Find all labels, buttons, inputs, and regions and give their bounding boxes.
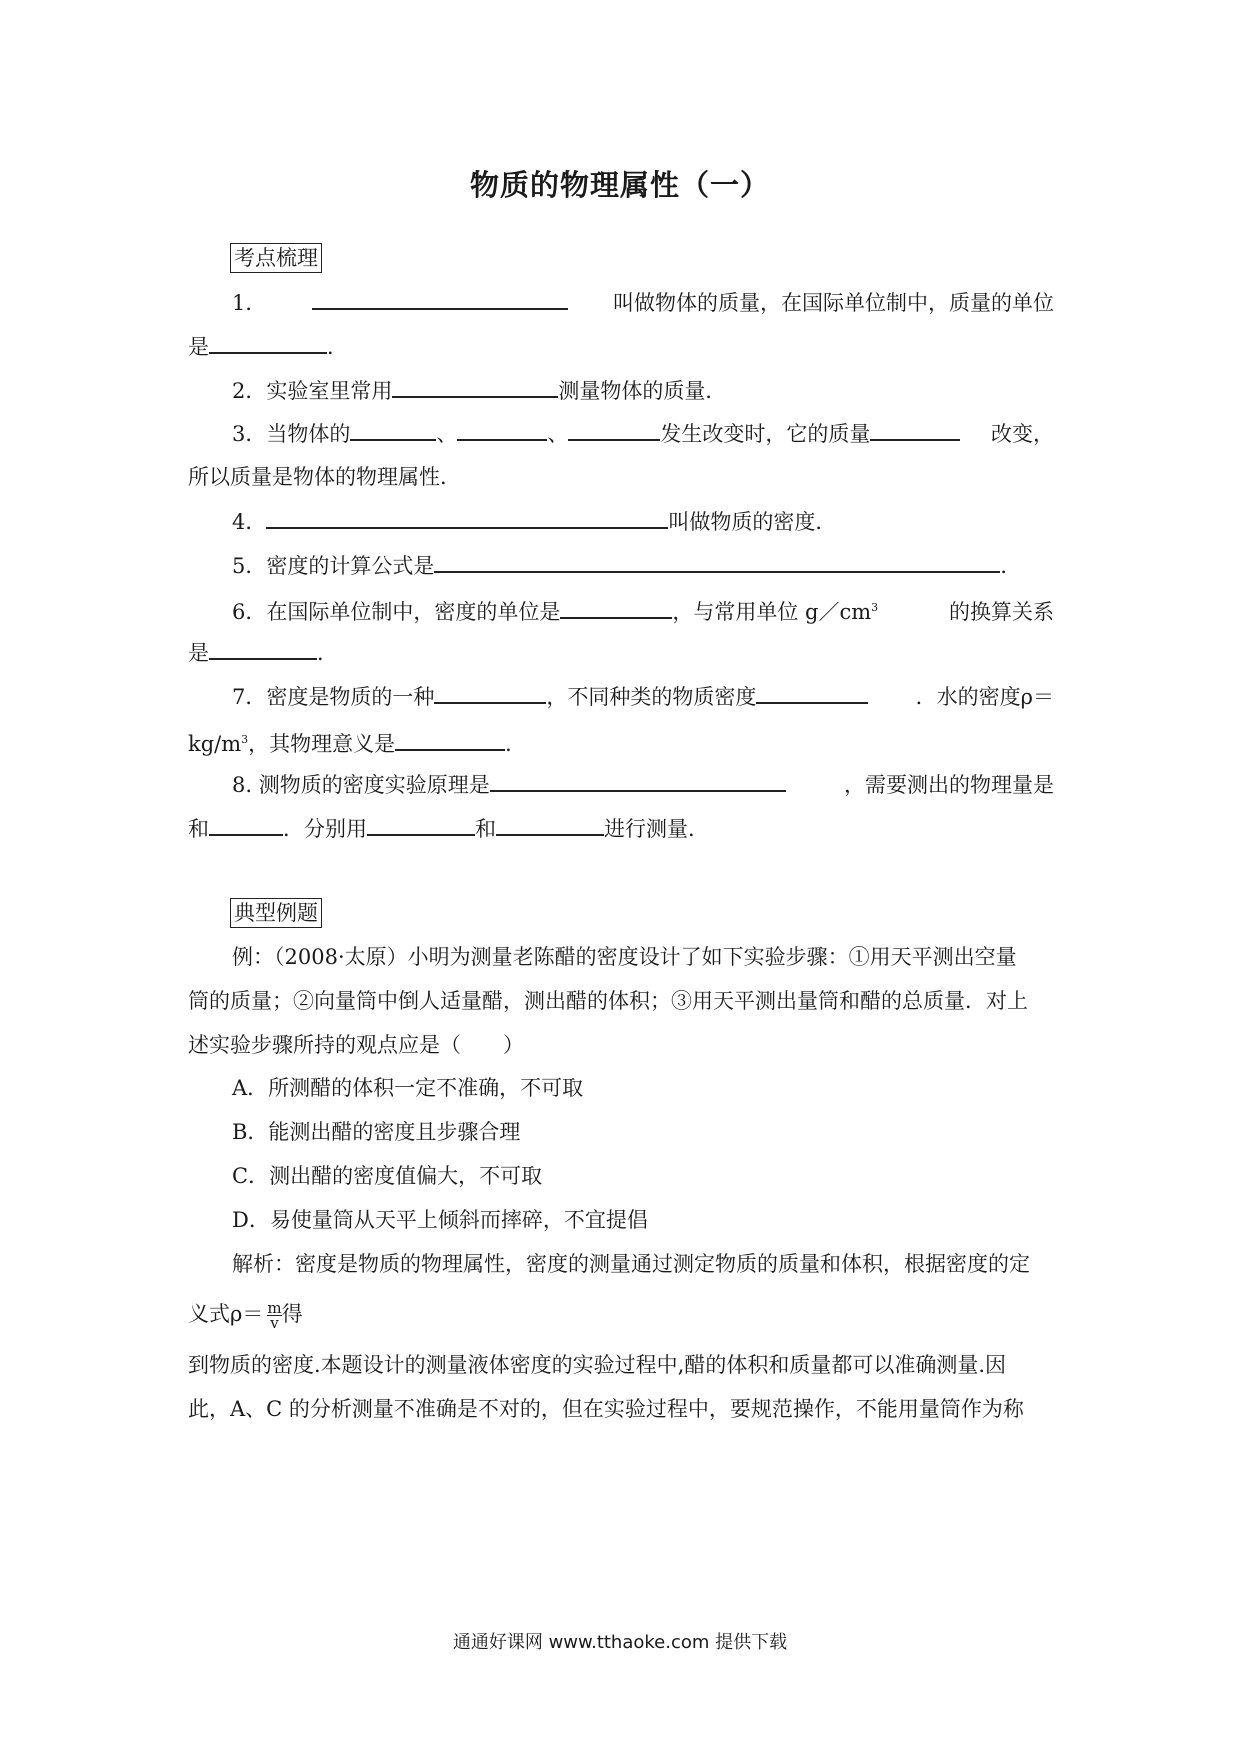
question-8-text-f: 进行测量． [604, 817, 709, 841]
question-8-text-c: 和 [188, 817, 209, 841]
question-3-text-b: 发生改变时，它的质量 [660, 422, 871, 446]
example-line-3: 述实验步骤所持的观点应是（ ） [188, 1033, 524, 1057]
section-heading-key-points: 考点梳理 [230, 243, 322, 273]
question-6-text-a: 6．在国际单位制中，密度的单位是 [232, 600, 561, 624]
question-6-line-1 [232, 594, 1054, 626]
superscript: 3 [871, 601, 879, 614]
question-3-line-2: 所以质量是物体的物理属性． [188, 465, 461, 489]
fraction-numerator: m [267, 1299, 282, 1317]
question-1-text-b: 是 [188, 335, 209, 359]
question-1-text: 叫做物体的质量，在国际单位制中，质量的单位 [613, 291, 1054, 315]
question-8-line-2 [188, 814, 1054, 843]
option-a: A．所测醋的体积一定不准确，不可取 [232, 1076, 584, 1100]
separator: 、 [547, 422, 569, 446]
question-3-text-a: 3．当物体的 [232, 422, 351, 446]
question-6-end: ． [317, 641, 338, 665]
question-7-line-2 [188, 726, 1054, 758]
blank [392, 376, 558, 398]
option-d: D．易使量筒从天平上倾斜而摔碎，不宜提倡 [232, 1208, 648, 1232]
question-8-line-1 [232, 770, 1054, 799]
question-5 [232, 551, 1054, 580]
solution-text-b: 得 [281, 1302, 303, 1326]
superscript: 3 [241, 733, 249, 746]
option-c: C．测出醋的密度值偏大，不可取 [232, 1164, 543, 1188]
option-b: B．能测出醋的密度且步骤合理 [232, 1120, 521, 1144]
question-8-text-a: 8. 测物质的密度实验原理是 [232, 773, 490, 797]
question-1-end: ． [327, 335, 348, 359]
separator: 、 [436, 422, 458, 446]
solution-line-1: 解析：密度是物质的物理属性，密度的测量通过测定物质的质量和体积，根据密度的定 [232, 1252, 1030, 1276]
question-7-unit: kg/m [188, 732, 242, 756]
solution-line-4: 此，A、C 的分析测量不准确是不对的，但在实验过程中，要规范操作，不能用量筒作为称 [188, 1397, 1024, 1421]
question-8-text-b: ，需要测出的物理量是 [844, 773, 1054, 797]
page-footer: 通通好课网 www.tthaoke.com 提供下载 [452, 1632, 788, 1653]
blank [496, 814, 604, 836]
blank [560, 597, 672, 619]
blank [434, 682, 546, 704]
question-4-text: 叫做物质的密度． [668, 510, 837, 534]
question-5-text: 5．密度的计算公式是 [232, 554, 435, 578]
question-2-text-a: 2．实验室里常用 [232, 379, 393, 403]
question-4-number: 4． [232, 510, 267, 534]
section-heading-examples: 典型例题 [230, 898, 322, 928]
blank [209, 814, 283, 836]
question-1-line-1 [232, 288, 1054, 317]
example-line-1: 例：（2008·太原）小明为测量老陈醋的密度设计了如下实验步骤：①用天平测出空量 [232, 945, 1017, 969]
blank [756, 682, 868, 704]
blank [367, 814, 475, 836]
solution-text-a: 义式ρ＝ [188, 1302, 264, 1326]
blank [350, 419, 436, 441]
solution-line-3: 到物质的密度.本题设计的测量液体密度的实验过程中,醋的体积和质量都可以准确测量.因 [188, 1353, 1007, 1377]
question-6-line-2 [188, 638, 1054, 667]
blank [312, 288, 568, 310]
question-1-line-2 [188, 332, 1054, 361]
blank [209, 332, 327, 354]
blank [434, 551, 1000, 573]
question-7-end: ． [505, 732, 527, 756]
blank [490, 770, 786, 792]
blank [395, 729, 505, 751]
question-3-line-1 [232, 419, 1054, 448]
question-7-text-b: ，不同种类的物质密度 [546, 685, 757, 709]
question-3-text-c: 改变， [991, 422, 1054, 446]
question-6-text-b: ，与常用单位 g／cm [672, 600, 872, 624]
question-7-text-e: ，其物理意义是 [248, 732, 396, 756]
solution-line-2 [188, 1300, 1054, 1330]
question-8-text-e: 和 [475, 817, 496, 841]
blank [266, 507, 668, 529]
density-fraction [267, 1301, 281, 1330]
blank [457, 419, 547, 441]
question-2 [232, 376, 1054, 405]
question-4 [232, 507, 1054, 536]
question-7-line-1 [232, 682, 1054, 711]
question-6-text-d: 是 [188, 641, 209, 665]
question-1-number: 1． [232, 291, 267, 315]
question-8-text-d: ．分别用 [283, 817, 367, 841]
page-title: 物质的物理属性（一） [469, 168, 770, 202]
question-5-end: ． [1000, 554, 1022, 578]
question-7-text-c: ．水的密度ρ＝ [915, 685, 1054, 709]
blank [209, 638, 317, 660]
blank [870, 419, 960, 441]
question-6-text-c: 的换算关系 [949, 600, 1054, 624]
question-2-text-b: 测量物体的质量． [558, 379, 727, 403]
question-7-text-a: 7．密度是物质的一种 [232, 685, 435, 709]
example-line-2: 筒的质量；②向量筒中倒人适量醋，测出醋的体积；③用天平测出量筒和醋的总质量．对上 [188, 989, 1028, 1013]
blank [568, 419, 660, 441]
fraction-denominator: v [270, 1314, 279, 1332]
